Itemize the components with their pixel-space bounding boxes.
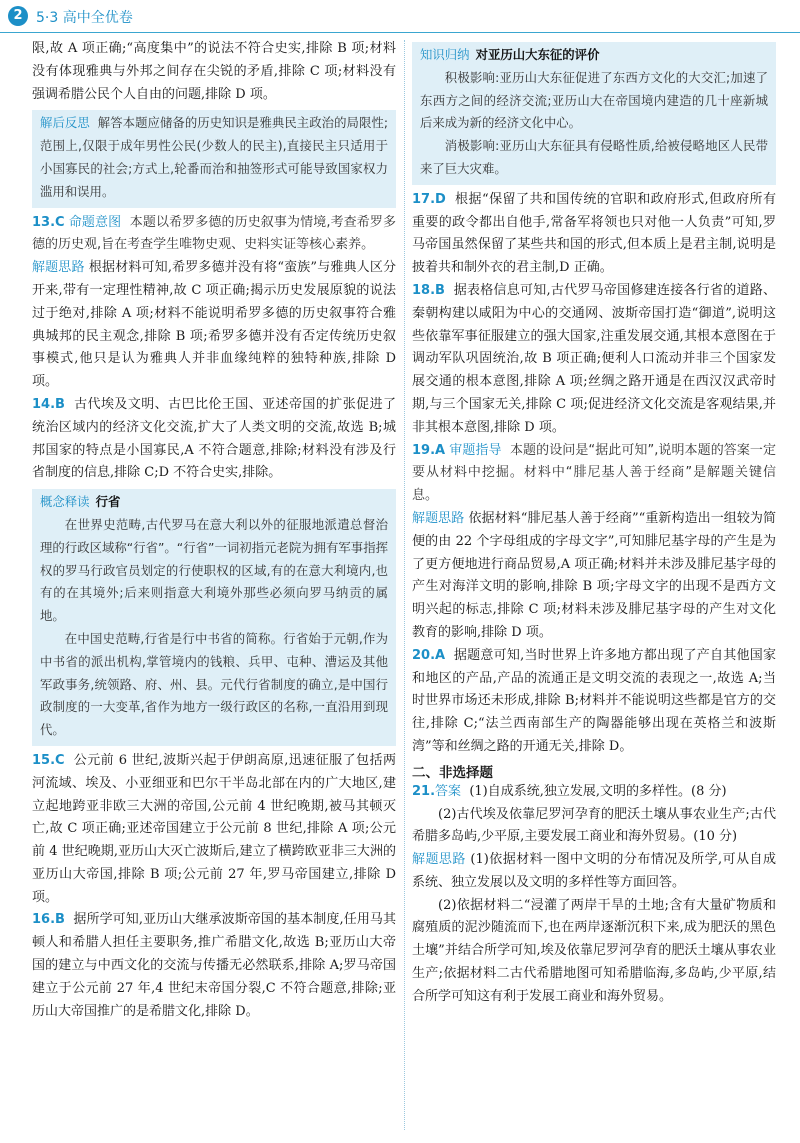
q21-approach-tag: 解题思路: [412, 852, 466, 868]
q19-guide-tag: 审题指导: [449, 442, 502, 458]
q20: [412, 645, 776, 759]
q13-approach: [32, 257, 396, 394]
q21-answer-2: (2)古代埃及依靠尼罗河孕育的肥沃土壤从事农业生产;古代希腊多岛屿,少平原,主要发展工商业和海外贸易。(10 分): [412, 806, 776, 845]
q17-text: 根据“保留了共和国传统的官职和政府形式,但政府所有重要的政令都出自他手,常备军将领也只对他一人负责”可知,罗马帝国虽然保留了某些共和国的形式,但本质上是君主制,说明是披着共和制外衣的君主制,D 正确。: [412, 191, 776, 276]
q21-answer-1: [412, 781, 776, 804]
q19-approach-text: 依据材料“腓尼基人善于经商”“重新构造出一组较为简便的由 22 个字母组成的字母文字”,可知腓尼基字母的产生是为了更方便地进行商品贸易,A 项正确;材料并未涉及腓尼基字母的产生对海洋文明的影响,排除 B 项;字母文字的出现不是西方文明兴起的标志,排除 C 项;材料未涉及腓尼基字母的产生对文化教育的影响,排除 D 项。: [412, 510, 776, 640]
page-number: 2: [8, 6, 28, 26]
q13-intent-text: 本题以希罗多德的历史叙事为情境,考查希罗多德的历史观,旨在考查学生唯物史观、史料实证等核心素养。: [32, 214, 396, 253]
q14: [32, 394, 396, 485]
right-column: [412, 38, 776, 1133]
q21-approach-1: [412, 849, 776, 895]
q21-approach-1-text: (1)依据材料一图中文明的分布情况及所学,可从自成系统、独立发展以及文明的多样性等方面回答。: [412, 852, 776, 890]
concept-title: 行省: [95, 494, 121, 510]
left-column: [32, 38, 396, 1133]
q13-approach-tag: 解题思路: [32, 260, 85, 276]
reflect-box: [32, 110, 396, 207]
column-divider: [404, 40, 405, 1130]
q15-number: 15.C: [32, 752, 65, 768]
reflect-text: 解答本题应储备的历史知识是雅典民主政治的局限性;范围上,仅限于成年男性公民(少数人的民主),直接民主只适用于小国寡民的社会;方式上,轮番而治和抽签形式可能导致国家权力滥用和误用。: [40, 115, 388, 199]
q20-text: 据题意可知,当时世界上许多地方都出现了产自其他国家和地区的产品,产品的流通正是文明交流的表现之一,故选 A;当时世界市场还未形成,排除 B;材料并不能说明这些都是官方的交往,排除 C;“法兰西南部生产的陶器能够出现在英格兰和波斯湾”等和丝绸之路的开通无关,排除 D。: [412, 647, 776, 754]
q21-answer-tag: 答案: [435, 783, 462, 799]
q21-answer-1-text: (1)自成系统,独立发展,文明的多样性。(8 分): [469, 783, 727, 799]
q15: [32, 750, 396, 910]
q15-text: 公元前 6 世纪,波斯兴起于伊朗高原,迅速征服了包括两河流域、埃及、小亚细亚和巴尔干半岛北部在内的广大地区,建立起地跨亚非欧三大洲的帝国,公元前 4 世纪晚期,被马其顿灭亡,故 C 项正确;亚述帝国建立于公元前 8 世纪,排除 A 项;公元前 4 世纪晚期,亚历山大灭亡波斯后,建立了横跨欧亚非三大洲的亚历山大帝国,排除 B 项;公元前 27 年,罗马帝国建立,排除 D 项。: [32, 752, 396, 905]
knowledge-box: [412, 42, 776, 185]
q19-approach: [412, 508, 776, 645]
q18-text: 据表格信息可知,古代罗马帝国修建连接各行省的道路、秦朝构建以咸阳为中心的交通网、波斯帝国打造“御道”,说明这些依靠军事征服建立的强大国家,注重发展交通,其根本意图在于调动军队巩固统治,故 B 项正确;便利人口流动并非三个国家发展交通的根本意图,排除 A 项;丝绸之路开通是在西汉汉武帝时期,与三个国家无关,排除 C 项;促进经济文化交流是客观结果,并非其根本意图,排除 D 项。: [412, 282, 776, 435]
q14-text: 古代埃及文明、古巴比伦王国、亚述帝国的扩张促进了统治区域内的经济文化交流,扩大了人类文明的交流,故选 B;城邦国家的特点是小国寡民,A 不符合题意,排除;材料没有涉及行省制度的信息,排除 C;D 不符合史实,排除。: [32, 396, 396, 481]
concept-box: [32, 489, 396, 746]
knowledge-para-2: 消极影响:亚历山大东征具有侵略性质,给被侵略地区人民带来了巨大灾难。: [420, 138, 768, 176]
q13-number: 13.C: [32, 214, 65, 230]
q13-intent-tag: 命题意图: [68, 214, 122, 230]
concept-tag: 概念释读: [40, 494, 90, 510]
q16-number: 16.B: [32, 912, 65, 928]
q19-approach-tag: 解题思路: [412, 510, 465, 526]
q21-number: 21.: [412, 783, 436, 799]
concept-para-2: 在中国史范畴,行省是行中书省的简称。行省始于元朝,作为中书省的派出机构,掌管境内的钱粮、兵甲、屯种、漕运及其他军政事务,统领路、府、州、县。元代行省制度的确立,是中国行政制度的一大变革,省作为地方一级行政区的名称,一直沿用到现代。: [40, 630, 388, 738]
q21-approach-2: (2)依据材料二“浸灌了两岸干旱的土地;含有大量矿物质和腐殖质的泥沙随流而下,也在两岸逐渐沉积下来,成为肥沃的黑色土壤”并结合所学可知,埃及依靠尼罗河孕育的肥沃土壤从事农业生产;依据材料二古代希腊地图可知希腊临海,多岛屿,少平原,结合所学可知这有利于发展工商业和海外贸易。: [412, 897, 776, 1004]
reflect-tag: 解后反思: [40, 115, 90, 131]
q12-continuation: 限,故 A 项正确;“高度集中”的说法不符合史实,排除 B 项;材料没有体现雅典与外邦之间存在尖锐的矛盾,排除 C 项;材料没有强调希腊公民个人自由的问题,排除 D 项。: [32, 41, 396, 102]
q20-number: 20.A: [412, 647, 446, 663]
knowledge-tag: 知识归纳: [420, 47, 470, 62]
q19-guide-text: 本题的设问是“据此可知”,说明本题的答案一定要从材料中挖掘。材料中“腓尼基人善于经商”是解题关键信息。: [412, 442, 776, 504]
page-header: [0, 0, 800, 33]
q13-intent: [32, 212, 396, 258]
knowledge-title: 对亚历山大东征的评价: [475, 47, 600, 62]
knowledge-para-1: 积极影响:亚历山大东征促进了东西方文化的大交汇;加速了东西方之间的经济交流;亚历山大在帝国境内建造的几十座新城后来成为新的经济文化中心。: [420, 69, 768, 131]
section-title: 二、非选择题: [412, 764, 493, 781]
q19-number: 19.A: [412, 442, 446, 458]
q18: [412, 280, 776, 440]
q14-number: 14.B: [32, 396, 65, 412]
q13-approach-text: 根据材料可知,希罗多德并没有将“蛮族”与雅典人区分开来,带有一定理性精神,故 C 项正确;揭示历史发展原貌的说法过于绝对,排除 A 项;材料不能说明希罗多德的历史叙事符合雅典城邦的民主观念,排除 B 项;希罗多德并没有否定传统历史叙事模式,他只是认为雅典人并非血缘纯粹的独特种族,排除 D 项。: [32, 260, 396, 390]
q18-number: 18.B: [412, 282, 445, 298]
book-title: 5·3 高中全优卷: [36, 10, 133, 26]
q16: [32, 909, 396, 1023]
q19-guide: [412, 440, 776, 508]
q17-number: 17.D: [412, 191, 446, 207]
q17: [412, 189, 776, 280]
concept-para-1: 在世界史范畴,古代罗马在意大利以外的征服地派遣总督治理的行政区域称“行省”。“行省”一词初指元老院为拥有军事指挥权的罗马行政官员划定的行使职权的区域,有的在意大利境内,也有的在其境外;后来则指意大利境外那些必须向罗马纳贡的属地。: [40, 516, 388, 624]
q16-text: 据所学可知,亚历山大继承波斯帝国的基本制度,任用马其顿人和希腊人担任主要职务,推广希腊文化,故选 B;亚历山大帝国的建立与中西文化的交流与传播无必然联系,排除 A;罗马帝国建立于公元前 27 年,4 世纪末帝国分裂,C 不符合题意,排除;亚历山大帝国推广的是希腊文化,排除 D。: [32, 912, 396, 1019]
